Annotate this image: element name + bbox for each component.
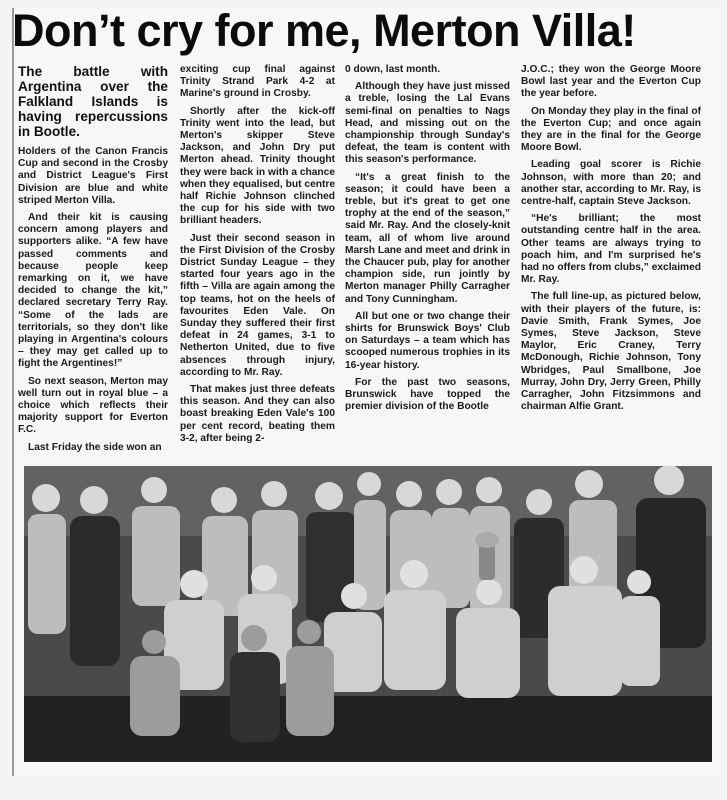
paragraph: “He's brilliant; the most outstanding centre half in the area. Other teams are always trying to poach him, and I'm surprised he's had no offers from clubs,” exclaimed Mr. Ray.: [521, 213, 701, 286]
paragraph: Although they have just missed a treble, losing the Lal Evans semi-final on penalties to Nags Head, and missing out on the championship through Sunday's defeat, the team is content with this season's performance.: [345, 81, 510, 166]
headline: Don’t cry for me, Merton Villa!: [12, 5, 636, 56]
paragraph: The full line-up, as pictured below, with their players of the future, is: Davie Smith, Frank Symes, Joe Symes, Steve Jackson, Steve Maylor, Eric Craney, Terry McDonough, Richie Johnson, Tony Wbridges, Paul Smallbone, Joe Murray, John Dry, Jerry Green, Philly Carragher, John Fitzsimmons and chairman Alfie Grant.: [521, 291, 701, 413]
paragraph: On Monday they play in the final of the Everton Cup; and once again they are in the final for the George Moore Bowl.: [521, 105, 701, 154]
team-photo: [24, 466, 712, 762]
article-column-3: [345, 64, 510, 464]
paragraph: exciting cup final against Trinity Strand Park 4-2 at Marine's ground in Crosby.: [180, 64, 335, 100]
paragraph: Just their second season in the First Division of the Crosby District Sunday League – they started four years ago in the fifth – Villa are again among the top teams, hot on the heels of favourites Eden Vale. On Sunday they suffered their first defeat in 24 games, 3-1 to Netherton United, due to five absences through injury, according to Mr. Ray.: [180, 232, 335, 378]
paragraph: All but one or two change their shirts for Brunswick Boys' Club on Saturdays – a team which has scooped numerous trophies in its 16-year history.: [345, 310, 510, 371]
paragraph: Shortly after the kick-off Trinity went into the lead, but Merton's skipper Steve Jackson, and John Dry put Merton ahead. Trinity thought they were back in with a chance when they equalised, but centre half Richie Johnson clinched the cup for his side with two brilliant headers.: [180, 105, 335, 227]
paragraph: “It's a great finish to the season; it could have been a treble, but it's great to get one trophy at the end of the season,” said Mr. Ray. And the closely-knit team, all of whom live around Marsh Lane and meet and drink in the Chaucer pub, play for another champion side, run jointly by Merton manager Philly Carragher and Tony Cunningham.: [345, 171, 510, 305]
paragraph: And their kit is causing concern among players and supporters alike. “A few have passed comments and because people keep remarking on it, we have decided to change the kit,” declared secretary Terry Ray. “Some of the lads are territorials, so they don't like playing in Argentina's colours – they may get called up to fight the Argentines!”: [18, 212, 168, 370]
intro-paragraph: The battle with Argentina over the Falkland Islands is having repercussions in Bootle.: [18, 64, 168, 139]
article-column-4: [521, 64, 701, 464]
paragraph: Last Friday the side won an: [28, 441, 162, 453]
paragraph: That makes just three defeats this season. And they can also boast breaking Eden Vale's 100 per cent record, beating them 3-2, after being 2-: [180, 384, 335, 444]
article-column-1: [18, 64, 168, 464]
paragraph: J.O.C.; they won the George Moore Bowl last year and the Everton Cup the year before.: [521, 64, 701, 100]
paragraph: Holders of the Canon Francis Cup and second in the Crosby and District League's First Division are blue and white striped Merton Villa.: [18, 146, 168, 206]
paragraph: Leading goal scorer is Richie Johnson, with more than 20; and another star, according to Mr. Ray, is centre-half, captain Steve Jackson.: [521, 159, 701, 208]
article-column-2: [180, 64, 335, 464]
team-photo-illustration: [24, 466, 712, 762]
paragraph: So next season, Merton may well turn out in royal blue – a choice which reflects their majority support for Everton F.C.: [18, 375, 168, 436]
paragraph: For the past two seasons, Brunswick have topped the premier division of the Bootle: [345, 376, 510, 413]
paragraph: 0 down, last month.: [345, 64, 441, 75]
